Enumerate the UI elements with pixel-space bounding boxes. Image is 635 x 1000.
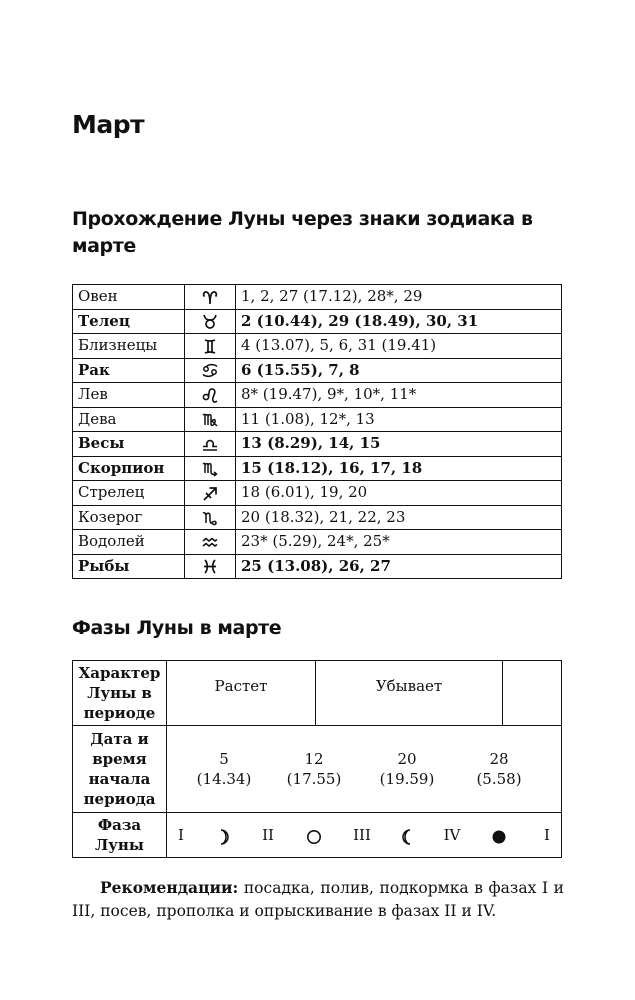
recommendations-text: посадка, полив, подкормка в фазах I и III, посев, прополка и опрыскивание в фазах II и IV. xyxy=(72,879,564,920)
zodiac-symbol-cell xyxy=(185,530,236,555)
period-day: 5 xyxy=(219,750,229,768)
zodiac-sign-name: Рак xyxy=(73,358,185,383)
recommendations xyxy=(72,876,564,923)
zodiac-dates: 6 (15.55), 7, 8 xyxy=(236,358,562,383)
moon-phases-table xyxy=(72,660,562,858)
phase-number: I xyxy=(544,826,550,844)
phases-heading: Фазы Луны в марте xyxy=(72,617,282,639)
zodiac-row xyxy=(73,358,562,383)
zodiac-row xyxy=(73,334,562,359)
period-date xyxy=(287,749,342,789)
zodiac-dates: 25 (13.08), 26, 27 xyxy=(236,554,562,579)
zodiac-symbol-cell xyxy=(185,481,236,506)
phase-number: I xyxy=(178,826,184,844)
phases-cell xyxy=(167,813,562,858)
period-date xyxy=(380,749,435,789)
zodiac-sign-name: Козерог xyxy=(73,505,185,530)
last-quarter-moon-icon xyxy=(398,828,416,846)
aries-icon xyxy=(201,288,219,306)
period-time: (19.59) xyxy=(379,770,435,788)
waning-cell: Убывает xyxy=(316,661,503,726)
zodiac-row xyxy=(73,309,562,334)
zodiac-symbol-cell xyxy=(185,407,236,432)
zodiac-row xyxy=(73,383,562,408)
zodiac-row xyxy=(73,456,562,481)
zodiac-symbol-cell xyxy=(185,432,236,457)
period-date xyxy=(476,749,521,789)
phase-number: IV xyxy=(443,826,461,844)
period-time: (5.58) xyxy=(476,770,522,788)
scorpio-icon xyxy=(201,459,219,477)
capricorn-icon xyxy=(201,508,219,526)
zodiac-dates: 11 (1.08), 12*, 13 xyxy=(236,407,562,432)
zodiac-sign-name: Лев xyxy=(73,383,185,408)
page-title: Март xyxy=(72,110,145,139)
zodiac-sign-name: Водолей xyxy=(73,530,185,555)
zodiac-heading: Прохождение Луны через знаки зодиака в марте xyxy=(72,208,533,257)
virgo-icon xyxy=(201,410,219,428)
zodiac-dates: 2 (10.44), 29 (18.49), 30, 31 xyxy=(236,309,562,334)
zodiac-symbol-cell xyxy=(185,383,236,408)
zodiac-dates: 1, 2, 27 (17.12), 28*, 29 xyxy=(236,285,562,310)
leo-icon xyxy=(201,386,219,404)
zodiac-row xyxy=(73,285,562,310)
moon-phase-label: Фаза Луны xyxy=(73,813,167,858)
zodiac-symbol-cell xyxy=(185,285,236,310)
zodiac-sign-name: Близнецы xyxy=(73,334,185,359)
zodiac-row xyxy=(73,505,562,530)
new-moon-icon xyxy=(490,828,508,846)
zodiac-dates: 18 (6.01), 19, 20 xyxy=(236,481,562,506)
zodiac-symbol-cell xyxy=(185,309,236,334)
zodiac-sign-name: Телец xyxy=(73,309,185,334)
period-day: 20 xyxy=(397,750,417,768)
zodiac-sign-name: Овен xyxy=(73,285,185,310)
libra-icon xyxy=(201,435,219,453)
zodiac-row xyxy=(73,481,562,506)
growing-cell: Растет xyxy=(167,661,316,726)
period-time: (17.55) xyxy=(286,770,342,788)
zodiac-table xyxy=(72,284,562,579)
cancer-icon xyxy=(201,361,219,379)
zodiac-row xyxy=(73,554,562,579)
recommendations-label: Рекомендации: xyxy=(100,878,239,897)
period-day: 12 xyxy=(304,750,324,768)
moon-character-row xyxy=(73,661,562,726)
moon-character-label: Характер Луны в периоде xyxy=(73,661,167,726)
period-start-label: Дата и время начала периода xyxy=(73,726,167,813)
zodiac-dates: 13 (8.29), 14, 15 xyxy=(236,432,562,457)
zodiac-symbol-cell xyxy=(185,334,236,359)
zodiac-dates: 8* (19.47), 9*, 10*, 11* xyxy=(236,383,562,408)
dates-cell xyxy=(167,726,562,813)
zodiac-dates: 4 (13.07), 5, 6, 31 (19.41) xyxy=(236,334,562,359)
aquarius-icon xyxy=(201,533,219,551)
zodiac-sign-name: Весы xyxy=(73,432,185,457)
zodiac-sign-name: Стрелец xyxy=(73,481,185,506)
zodiac-sign-name: Скорпион xyxy=(73,456,185,481)
empty-cell xyxy=(503,661,562,726)
dates-row xyxy=(73,726,562,813)
phase-row xyxy=(73,813,562,858)
zodiac-sign-name: Рыбы xyxy=(73,554,185,579)
phase-number: III xyxy=(353,826,371,844)
zodiac-symbol-cell xyxy=(185,456,236,481)
zodiac-row xyxy=(73,432,562,457)
period-date xyxy=(197,749,252,789)
zodiac-dates: 15 (18.12), 16, 17, 18 xyxy=(236,456,562,481)
phase-number: II xyxy=(262,826,274,844)
zodiac-dates: 23* (5.29), 24*, 25* xyxy=(236,530,562,555)
period-time: (14.34) xyxy=(196,770,252,788)
period-day: 28 xyxy=(489,750,509,768)
zodiac-row xyxy=(73,530,562,555)
zodiac-dates: 20 (18.32), 21, 22, 23 xyxy=(236,505,562,530)
zodiac-symbol-cell xyxy=(185,554,236,579)
sagittarius-icon xyxy=(201,484,219,502)
zodiac-row xyxy=(73,407,562,432)
taurus-icon xyxy=(201,312,219,330)
zodiac-symbol-cell xyxy=(185,505,236,530)
zodiac-sign-name: Дева xyxy=(73,407,185,432)
gemini-icon xyxy=(201,337,219,355)
zodiac-symbol-cell xyxy=(185,358,236,383)
first-quarter-moon-icon xyxy=(215,828,233,846)
pisces-icon xyxy=(201,557,219,575)
full-moon-icon xyxy=(305,828,323,846)
